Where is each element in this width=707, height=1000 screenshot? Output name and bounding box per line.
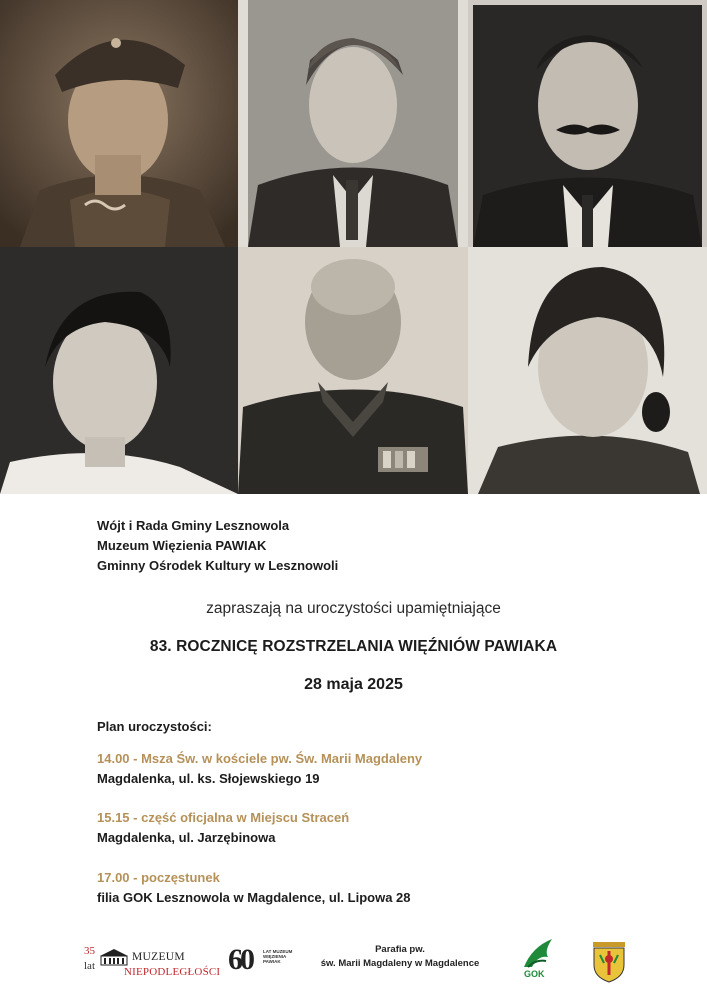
organizer-2: Muzeum Więzienia PAWIAK <box>97 538 267 553</box>
plan-item-place: Magdalenka, ul. Jarzębinowa <box>97 830 276 845</box>
parafia-line-1: Parafia pw. <box>375 944 425 955</box>
plan-item <box>97 808 349 848</box>
organizers-block <box>97 516 338 576</box>
parafia-line-2: św. Marii Magdaleny w Magdalence <box>320 958 480 969</box>
pawiak-logo-number: 60 <box>228 943 252 976</box>
portrait-woman <box>468 247 707 494</box>
bird-icon <box>518 937 558 971</box>
pawiak-logo-text: LAT MUZEUM WIĘZIENIA PAWIAK <box>263 949 293 964</box>
muzeum-logo-word1: MUZEUM <box>132 951 185 963</box>
plan-item-time: 15.15 - część oficjalna w Miejscu Straceń <box>97 810 350 825</box>
invite-text: zapraszają na uroczystości upamiętniające <box>206 600 501 617</box>
portrait-officer-medals <box>238 247 468 494</box>
portrait-grid <box>0 0 707 494</box>
plan-item-place: Magdalenka, ul. ks. Słojewskiego 19 <box>97 771 320 786</box>
organizer-1: Wójt i Rada Gminy Lesznowola <box>97 518 290 533</box>
organizer-3: Gminny Ośrodek Kultury w Lesznowoli <box>97 558 339 573</box>
plan-item-place: filia GOK Lesznowola w Magdalence, ul. Lipowa 28 <box>97 890 411 905</box>
event-date: 28 maja 2025 <box>304 676 403 693</box>
building-icon <box>98 948 130 966</box>
logos-row <box>0 935 707 985</box>
plan-item-time: 17.00 - poczęstunek <box>97 870 220 885</box>
plan-title: Plan uroczystości: <box>97 719 212 734</box>
headline: 83. ROCZNICĘ ROZSTRZELANIA WIĘŹNIÓW PAWIAKA <box>149 638 558 655</box>
crest-icon <box>591 941 627 983</box>
gok-logo-label: GOK <box>524 969 545 979</box>
portrait-young-woman <box>0 247 238 494</box>
plan-item-time: 14.00 - Msza Św. w kościele pw. Św. Marii Magdaleny <box>97 751 423 766</box>
parafia-text <box>300 943 500 971</box>
plan-item <box>97 868 411 908</box>
muzeum-logo-number: 35 <box>84 945 95 957</box>
muzeum-niepodleglosci-logo <box>84 943 221 983</box>
portrait-young-man-tie <box>238 0 468 247</box>
lesznowola-crest <box>591 941 627 983</box>
pawiak-60-logo <box>228 941 298 983</box>
gok-logo <box>518 937 558 985</box>
plan-item <box>97 749 422 789</box>
muzeum-logo-word2: NIEPODLEGŁOŚCI <box>124 966 221 978</box>
portrait-man-mustache <box>468 0 707 247</box>
portrait-soldier-cap <box>0 0 238 247</box>
muzeum-logo-lat: lat <box>84 960 95 972</box>
